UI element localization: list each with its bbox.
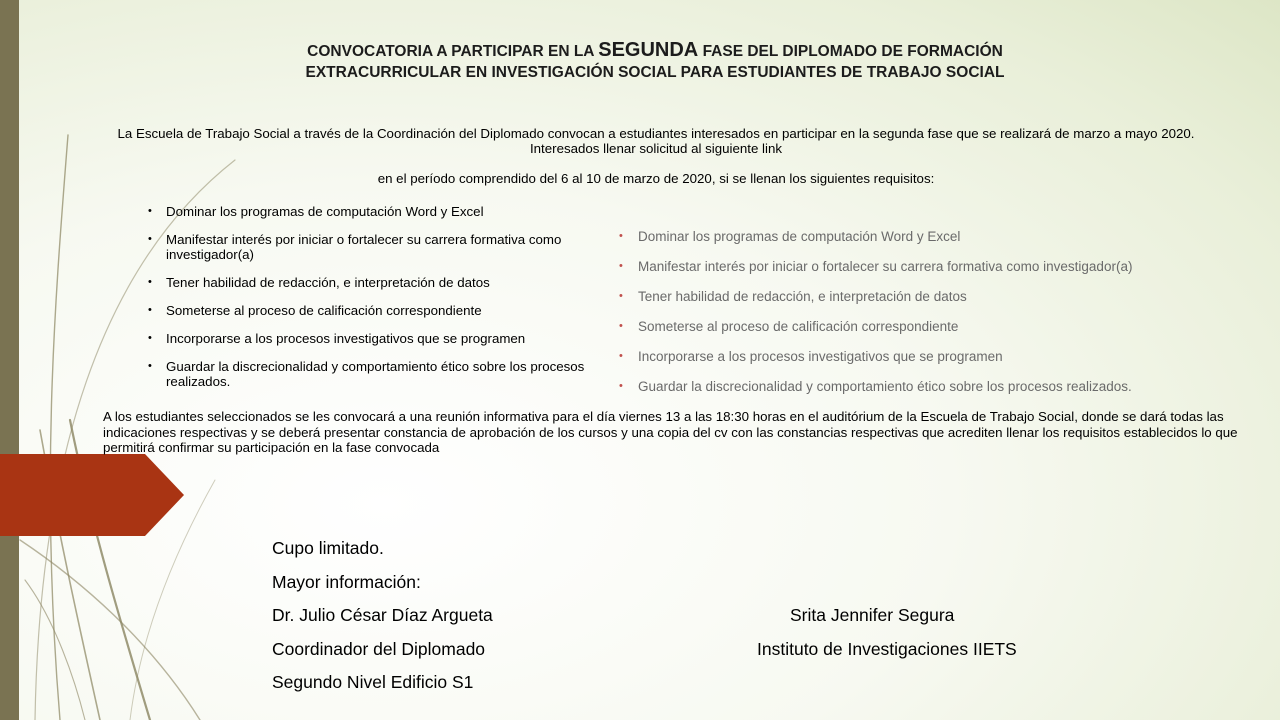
page-title	[200, 40, 1110, 83]
requirement-item: • Someterse al proceso de calificación correspondiente	[618, 319, 1258, 349]
title-line1-suffix: FASE DEL DIPLOMADO DE FORMACIÓN	[702, 43, 1003, 60]
title-line2: EXTRACURRICULAR EN INVESTIGACIÓN SOCIAL PARA ESTUDIANTES DE TRABAJO SOCIAL	[305, 64, 1005, 81]
meeting-note: A los estudiantes seleccionados se les convocará a una reunión informativa para el día viernes 13 a las 18:30 horas en el auditórium de la Escuela de Trabajo Social, donde se dará todas las indicaciones respectivas y se deberá presentar constancia de aprobación de los cursos y una copia del cv con las constancias respectivas que acrediten llenar los requisitos establecidos lo que permitirá confirmar su participación en la fase convocada	[103, 409, 1238, 455]
requirement-item: • Dominar los programas de computación Word y Excel	[618, 229, 1258, 259]
requirements-list-right	[618, 229, 1258, 409]
requirement-item: • Incorporarse a los procesos investigativos que se programen	[618, 349, 1258, 379]
contact2-org: Instituto de Investigaciones IIETS	[757, 639, 1017, 659]
contact1-role: Coordinador del Diplomado	[272, 639, 486, 659]
requirement-item: • Guardar la discrecionalidad y comportamiento ético sobre los procesos realizados.	[146, 359, 616, 389]
requirement-item: • Someterse al proceso de calificación correspondiente	[146, 303, 616, 318]
requirements-list-left	[146, 204, 616, 389]
requirement-item: • Tener habilidad de redacción, e interpretación de datos	[618, 289, 1258, 319]
accent-arrow-tab	[0, 454, 184, 536]
contact2-name: Srita Jennifer Segura	[790, 605, 955, 625]
requirement-item: • Guardar la discrecionalidad y comportamiento ético sobre los procesos realizados.	[618, 379, 1258, 409]
requirement-item: • Manifestar interés por iniciar o fortalecer su carrera formativa como investigador(a)	[618, 259, 1258, 289]
requirement-item: • Tener habilidad de redacción, e interpretación de datos	[146, 275, 616, 290]
contact1-location: Segundo Nivel Edificio S1	[272, 672, 474, 692]
title-emphasis: SEGUNDA	[598, 39, 699, 61]
period-text: en el período comprendido del 6 al 10 de marzo de 2020, si se llenan los siguientes requisitos:	[377, 171, 935, 186]
requirement-item: • Manifestar interés por iniciar o fortalecer su carrera formativa como investigador(a)	[146, 232, 616, 262]
intro-paragraph: La Escuela de Trabajo Social a través de la Coordinación del Diplomado convocan a estudiantes interesados en participar en la segunda fase que se realizará de marzo a mayo 2020. Interesados llenar solicitud al siguiente link	[117, 126, 1195, 156]
footer-mayor-info: Mayor información:	[272, 572, 421, 592]
contact1-name: Dr. Julio César Díaz Argueta	[272, 605, 493, 625]
requirement-item: • Incorporarse a los procesos investigativos que se programen	[146, 331, 616, 346]
requirement-item: • Dominar los programas de computación Word y Excel	[146, 204, 616, 219]
footer-cupo: Cupo limitado.	[272, 538, 384, 558]
title-line1-prefix: CONVOCATORIA A PARTICIPAR EN LA	[307, 43, 594, 60]
